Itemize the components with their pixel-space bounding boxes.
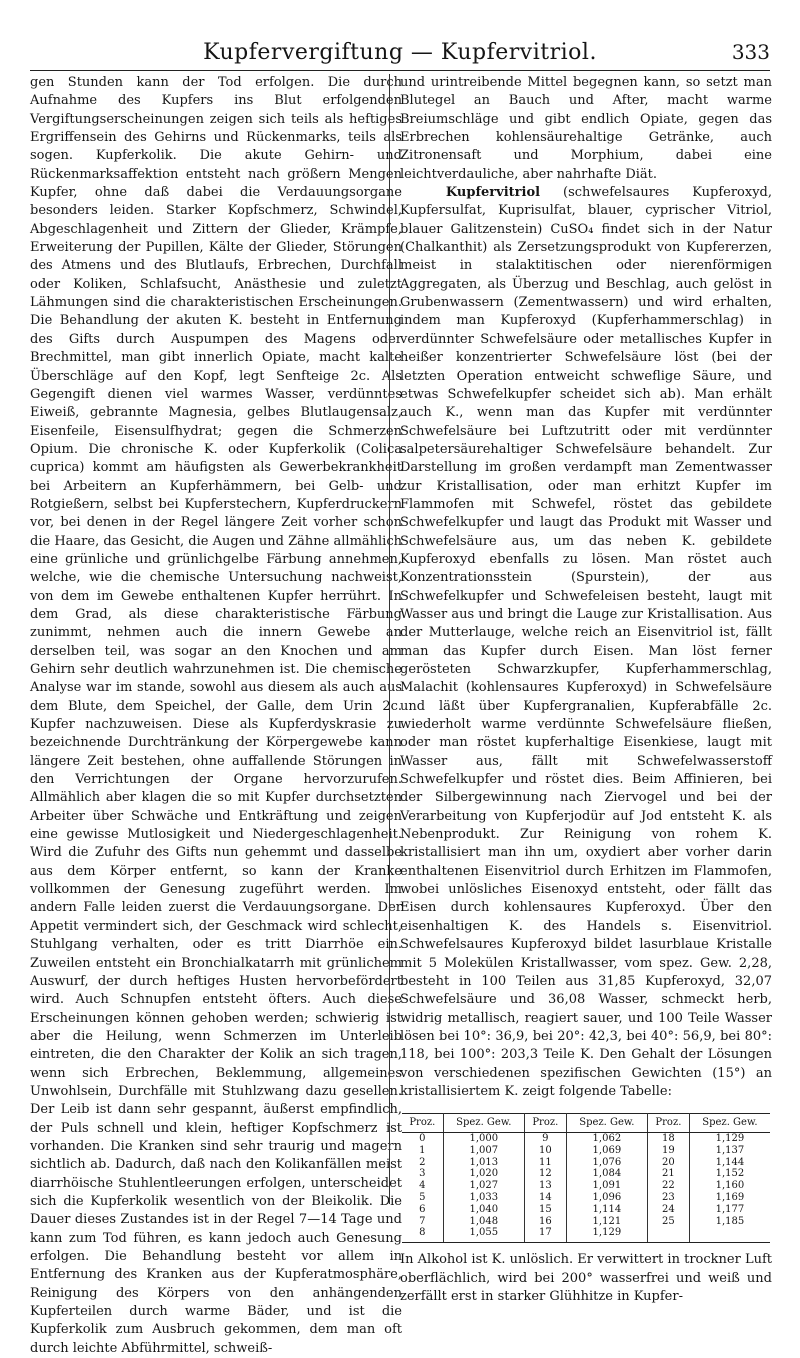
table-row xyxy=(402,1157,770,1169)
table-header: Proz. xyxy=(402,1114,443,1133)
table-header-row xyxy=(402,1114,770,1133)
table-cell: 16 xyxy=(524,1216,566,1228)
table-cell: 1,160 xyxy=(715,1180,745,1192)
running-title: Kupfervergiftung — Kupfervitriol. xyxy=(203,40,597,65)
page-number: 333 xyxy=(731,40,770,64)
table-row xyxy=(402,1227,770,1242)
table-cell: 1,076 xyxy=(566,1157,647,1169)
table-cell xyxy=(689,1227,770,1242)
table-cell xyxy=(648,1227,690,1242)
table-cell: 1,020 xyxy=(443,1168,524,1180)
table-row xyxy=(402,1145,770,1157)
table-cell: 9 xyxy=(524,1133,566,1145)
table-cell: 7 xyxy=(402,1216,443,1228)
table-header: Spez. Gew. xyxy=(689,1114,770,1133)
table-cell: 5 xyxy=(402,1192,443,1204)
table-cell: 20 xyxy=(648,1157,690,1169)
table-header: Spez. Gew. xyxy=(566,1114,647,1133)
left-column xyxy=(30,74,402,1358)
right-column xyxy=(400,74,772,1306)
table-cell: 8 xyxy=(402,1227,443,1242)
specific-gravity-table xyxy=(402,1113,770,1243)
table-cell: 14 xyxy=(524,1192,566,1204)
right-column-intro: und urintreibende Mittel begegnen kann, so setzt man Blutegel an Bauch und After, macht warme Breiumschläge und gibt endlich Opiate, gegen das Erbrechen kohlensäurehaltige Getränke, auch Zitronensaft und Morphium, dabei eine leichtverdauliche, aber nahrhafte Diät. xyxy=(400,75,772,182)
table-cell: 1,177 xyxy=(715,1203,745,1215)
article-headword: Kupfervitriol xyxy=(445,185,541,201)
table-cell: 1,129 xyxy=(566,1227,647,1242)
table-row xyxy=(402,1168,770,1180)
table-cell: 3 xyxy=(402,1168,443,1180)
table-cell: 1,084 xyxy=(566,1168,647,1180)
table-cell: 1,007 xyxy=(443,1145,524,1157)
table-row xyxy=(402,1192,770,1204)
table-cell: 1,055 xyxy=(443,1227,524,1242)
article-kupfervitriol xyxy=(400,184,772,1101)
table-row xyxy=(402,1204,770,1216)
table-cell: 18 xyxy=(648,1133,690,1145)
after-table-text: In Alkohol ist K. unlöslich. Er verwittert in trockner Luft oberflächlich, wird bei 200° wasserfrei und weiß und zerfällt erst in starker Glühhitze in Kupfer- xyxy=(400,1252,772,1304)
table-cell: 1,013 xyxy=(443,1157,524,1169)
table-cell: 12 xyxy=(524,1168,566,1180)
table-header: Proz. xyxy=(524,1114,566,1133)
table-header: Proz. xyxy=(648,1114,690,1133)
table-cell: 1,096 xyxy=(566,1192,647,1204)
table-cell: 25 xyxy=(648,1216,690,1228)
table-cell: 1 xyxy=(402,1145,443,1157)
table-cell: 22 xyxy=(648,1180,690,1192)
table-cell: 1,062 xyxy=(566,1133,647,1145)
table-cell: 1,169 xyxy=(715,1192,745,1204)
table-row xyxy=(402,1180,770,1192)
table-cell: 1,069 xyxy=(566,1145,647,1157)
table-cell: 1,114 xyxy=(566,1204,647,1216)
table-row xyxy=(402,1133,770,1145)
left-column-text: gen Stunden kann der Tod erfolgen. Die durch Aufnahme des Kupfers ins Blut erfolgenden Vergiftungserscheinungen zeigen sich teils als heftiges Ergriffensein des Gehirns und Rückenmarks, teils als sogen. Kupferkolik. Die akute Gehirn- und Rückenmarksaffektion entsteht nach größern Mengen Kupfer, ohne daß dabei die Verdauungsorgane besonders leiden. Starker Kopfschmerz, Schwindel, Abgeschlagenheit und Zittern der Glieder, Krämpfe, Erweiterung der Pupillen, Kälte der Glieder, Störungen des Atmens und des Blutlaufs, Erbrechen, Durchfall oder Koliken, Schlafsucht, Anästhesie und zuletzt Lähmungen sind die charakteristischen Erscheinungen. Die Behandlung der akuten K. besteht in Entfernung des Gifts durch Auspumpen des Magens oder Brechmittel, man gibt innerlich Opiate, macht kalte Überschläge auf den Kopf, legt Senfteige 2c. Als Gegengift dienen viel warmes Wasser, verdünntes Eiweiß, gebrannte Magnesia, gelbes Blutlaugensalz, Eisenfeile, Eisensulfhydrat; gegen die Schmerzen Opium. Die chronische K. oder Kupferkolik (Colica cuprica) kommt am häufigsten als Gewerbekrankheit bei Arbeitern an Kupferhämmern, bei Gelb- und Rotgießern, selbst bei Kupferstechern, Kupferdruckern vor, bei denen in der Regel längere Zeit vorher schon die Haare, das Gesicht, die Augen und Zähne allmählich eine grünliche und grünlichgelbe Färbung annehmen, welche, wie die chemische Untersuchung nachweist, von dem im Gewebe enthaltenen Kupfer herrührt. In dem Grad, als diese charakteristische Färbung zunimmt, nehmen auch die innern Gewebe an derselben teil, was sogar an den Knochen und am Gehirn sehr deutlich wahrzunehmen ist. Die chemische Analyse war im stande, sowohl aus diesem als auch aus dem Blute, dem Speichel, der Galle, dem Urin 2c. Kupfer nachzuweisen. Diese als Kupferdyskrasie zu bezeichnende Durchtränkung der Körpergewebe kann längere Zeit bestehen, ohne auffallende Störungen in den Verrichtungen der Organe hervorzurufen. Allmählich aber klagen die so mit Kupfer durchsetzten Arbeiter über Schwäche und Entkräftung und zeigen eine gewisse Mutlosigkeit und Niedergeschlagenheit. Wird die Zufuhr des Gifts nun gehemmt und dasselbe aus dem Körper entfernt, so kann der Kranke vollkommen der Genesung zugeführt werden. Im andern Falle leiden zuerst die Verdauungsorgane. Der Appetit vermindert sich, der Geschmack wird schlecht, Stuhlgang verhalten, oder es tritt Diarrhöe ein. Zuweilen entsteht ein Bronchialkatarrh mit grünlichem Auswurf, der durch heftiges Husten hervorbefördert wird. Auch Schnupfen entsteht öfters. Auch diese Erscheinungen können gehoben werden; schwierig ist aber die Heilung, wenn Schmerzen im Unterleib eintreten, die den Charakter der Kolik an sich tragen, wenn sich Erbrechen, Beklemmung, allgemeines Unwohlsein, Durchfälle mit Stuhlzwang dazu gesellen. Der Leib ist dann sehr gespannt, äußerst empfindlich, der Puls schnell und klein, heftiger Kopfschmerz ist vorhanden. Die Kranken sind sehr traurig und magern sichtlich ab. Dadurch, daß nach den Kolikanfällen meist diarrhöische Stuhlentleerungen erfolgen, unterscheidet sich die Kupferkolik wesentlich von der Bleikolik. Die Dauer dieses Zustandes ist in der Regel 7—14 Tage und kann zum Tod führen, es kann jedoch auch Genesung erfolgen. Die Behandlung besteht vor allem in Entfernung des Kranken aus der Kupferatmosphäre, Reinigung des Körpers von den anhängenden Kupferteilen durch warme Bäder, und ist die Kupferkolik zum Ausbruch gekommen, dem man oft durch leichte Abführmittel, schweiß- xyxy=(30,75,402,1356)
table-cell: 1,185 xyxy=(715,1215,745,1227)
table-cell: 1,091 xyxy=(566,1180,647,1192)
table-cell: 24 xyxy=(648,1204,690,1216)
table-cell: 1,137 xyxy=(715,1144,745,1156)
table-cell: 1,000 xyxy=(443,1133,524,1145)
table-cell: 10 xyxy=(524,1145,566,1157)
table-cell: 13 xyxy=(524,1180,566,1192)
table-cell: 1,048 xyxy=(443,1216,524,1228)
table-cell: 4 xyxy=(402,1180,443,1192)
table-row xyxy=(402,1216,770,1228)
table-cell: 15 xyxy=(524,1204,566,1216)
table-cell: 0 xyxy=(402,1133,443,1145)
table-cell: 23 xyxy=(648,1192,690,1204)
table-cell: 6 xyxy=(402,1204,443,1216)
column-separator xyxy=(389,74,390,1204)
table-cell: 2 xyxy=(402,1157,443,1169)
table-cell: 1,121 xyxy=(566,1216,647,1228)
table-cell: 1,129 xyxy=(715,1133,745,1145)
table-cell: 1,033 xyxy=(443,1192,524,1204)
table-cell: 1,027 xyxy=(443,1180,524,1192)
table-cell: 19 xyxy=(648,1145,690,1157)
page-header xyxy=(30,40,770,70)
table-cell: 1,144 xyxy=(715,1156,745,1168)
header-rule xyxy=(30,70,770,71)
table-cell: 1,040 xyxy=(443,1204,524,1216)
table-body xyxy=(402,1133,770,1243)
article-body: (schwefelsaures Kupferoxyd, Kupfersulfat, Kuprisulfat, blauer, cyprischer Vitriol, blauer Galitzenstein) CuSO₄ findet sich in der Natur (Chalkanthit) als Zersetzungsprodukt von Kupfererzen, meist in stalaktitischen oder nierenförmigen Aggregaten, als Überzug und Beschlag, auch gelöst in Grubenwassern (Zementwassern) und wird erhalten, indem man Kupferoxyd (Kupferhammerschlag) in verdünnter Schwefelsäure oder metallisches Kupfer in heißer konzentrierter Schwefelsäure löst (bei der letzten Operation entweicht schweflige Säure, und etwas Schwefelkupfer scheidet sich ab). Man erhält auch K., wenn man das Kupfer mit verdünnter Schwefelsäure bei Luftzutritt oder mit verdünnter salpetersäurehaltiger Schwefelsäure behandelt. Zur Darstellung im großen verdampft man Zementwasser zur Kristallisation, oder man erhitzt Kupfer im Flammofen mit Schwefel, röstet das gebildete Schwefelkupfer und laugt das Produkt mit Wasser und Schwefelsäure aus, um das neben K. gebildete Kupferoxyd ebenfalls zu lösen. Man röstet auch Konzentrationsstein (Spurstein), der aus Schwefelkupfer und Schwefeleisen besteht, laugt mit Wasser aus und bringt die Lauge zur Kristallisation. Aus der Mutterlauge, welche reich an Eisenvitriol ist, fällt man das Kupfer durch Eisen. Man löst ferner gerösteten Schwarzkupfer, Kupferhammerschlag, Malachit (kohlensaures Kupferoxyd) in Schwefelsäure und läßt über Kupfergranalien, Kupferabfälle 2c. wiederholt warme verdünnte Schwefelsäure fließen, oder man röstet kupferhaltige Eisenkiese, laugt mit Wasser aus, fällt mit Schwefelwasserstoff Schwefelkupfer und röstet dies. Beim Affinieren, bei der Silbergewinnung nach Ziervogel und bei der Verarbeitung von Kupferjodür auf Jod entsteht K. als Nebenprodukt. Zur Reinigung von rohem K. kristallisiert man ihn um, oxydiert aber vorher darin enthaltenen Eisenvitriol durch Erhitzen im Flammofen, wobei unlösliches Eisenoxyd entsteht, oder fällt das Eisen durch kohlensaures Kupferoxyd. Über den eisenhaltigen K. des Handels s. Eisenvitriol. Schwefelsaures Kupferoxyd bildet lasurblaue Kristalle mit 5 Molekülen Kristallwasser, vom spez. Gew. 2,28, besteht in 100 Teilen aus 31,85 Kupferoxyd, 32,07 Schwefelsäure und 36,08 Wasser, schmeckt herb, widrig metallisch, reagiert sauer, und 100 Teile Wasser lösen bei 10°: 36,9, bei 20°: 42,3, bei 40°: 56,9, bei 80°: 118, bei 100°: 203,3 Teile K. Den Gehalt der Lösungen von verschiedenen spezifischen Gewichten (15°) an kristallisiertem K. zeigt folgende Tabelle: xyxy=(400,185,773,1099)
table-header: Spez. Gew. xyxy=(443,1114,524,1133)
table-cell: 21 xyxy=(648,1168,690,1180)
table-cell: 1,152 xyxy=(715,1168,745,1180)
table-cell: 17 xyxy=(524,1227,566,1242)
table-cell: 11 xyxy=(524,1157,566,1169)
